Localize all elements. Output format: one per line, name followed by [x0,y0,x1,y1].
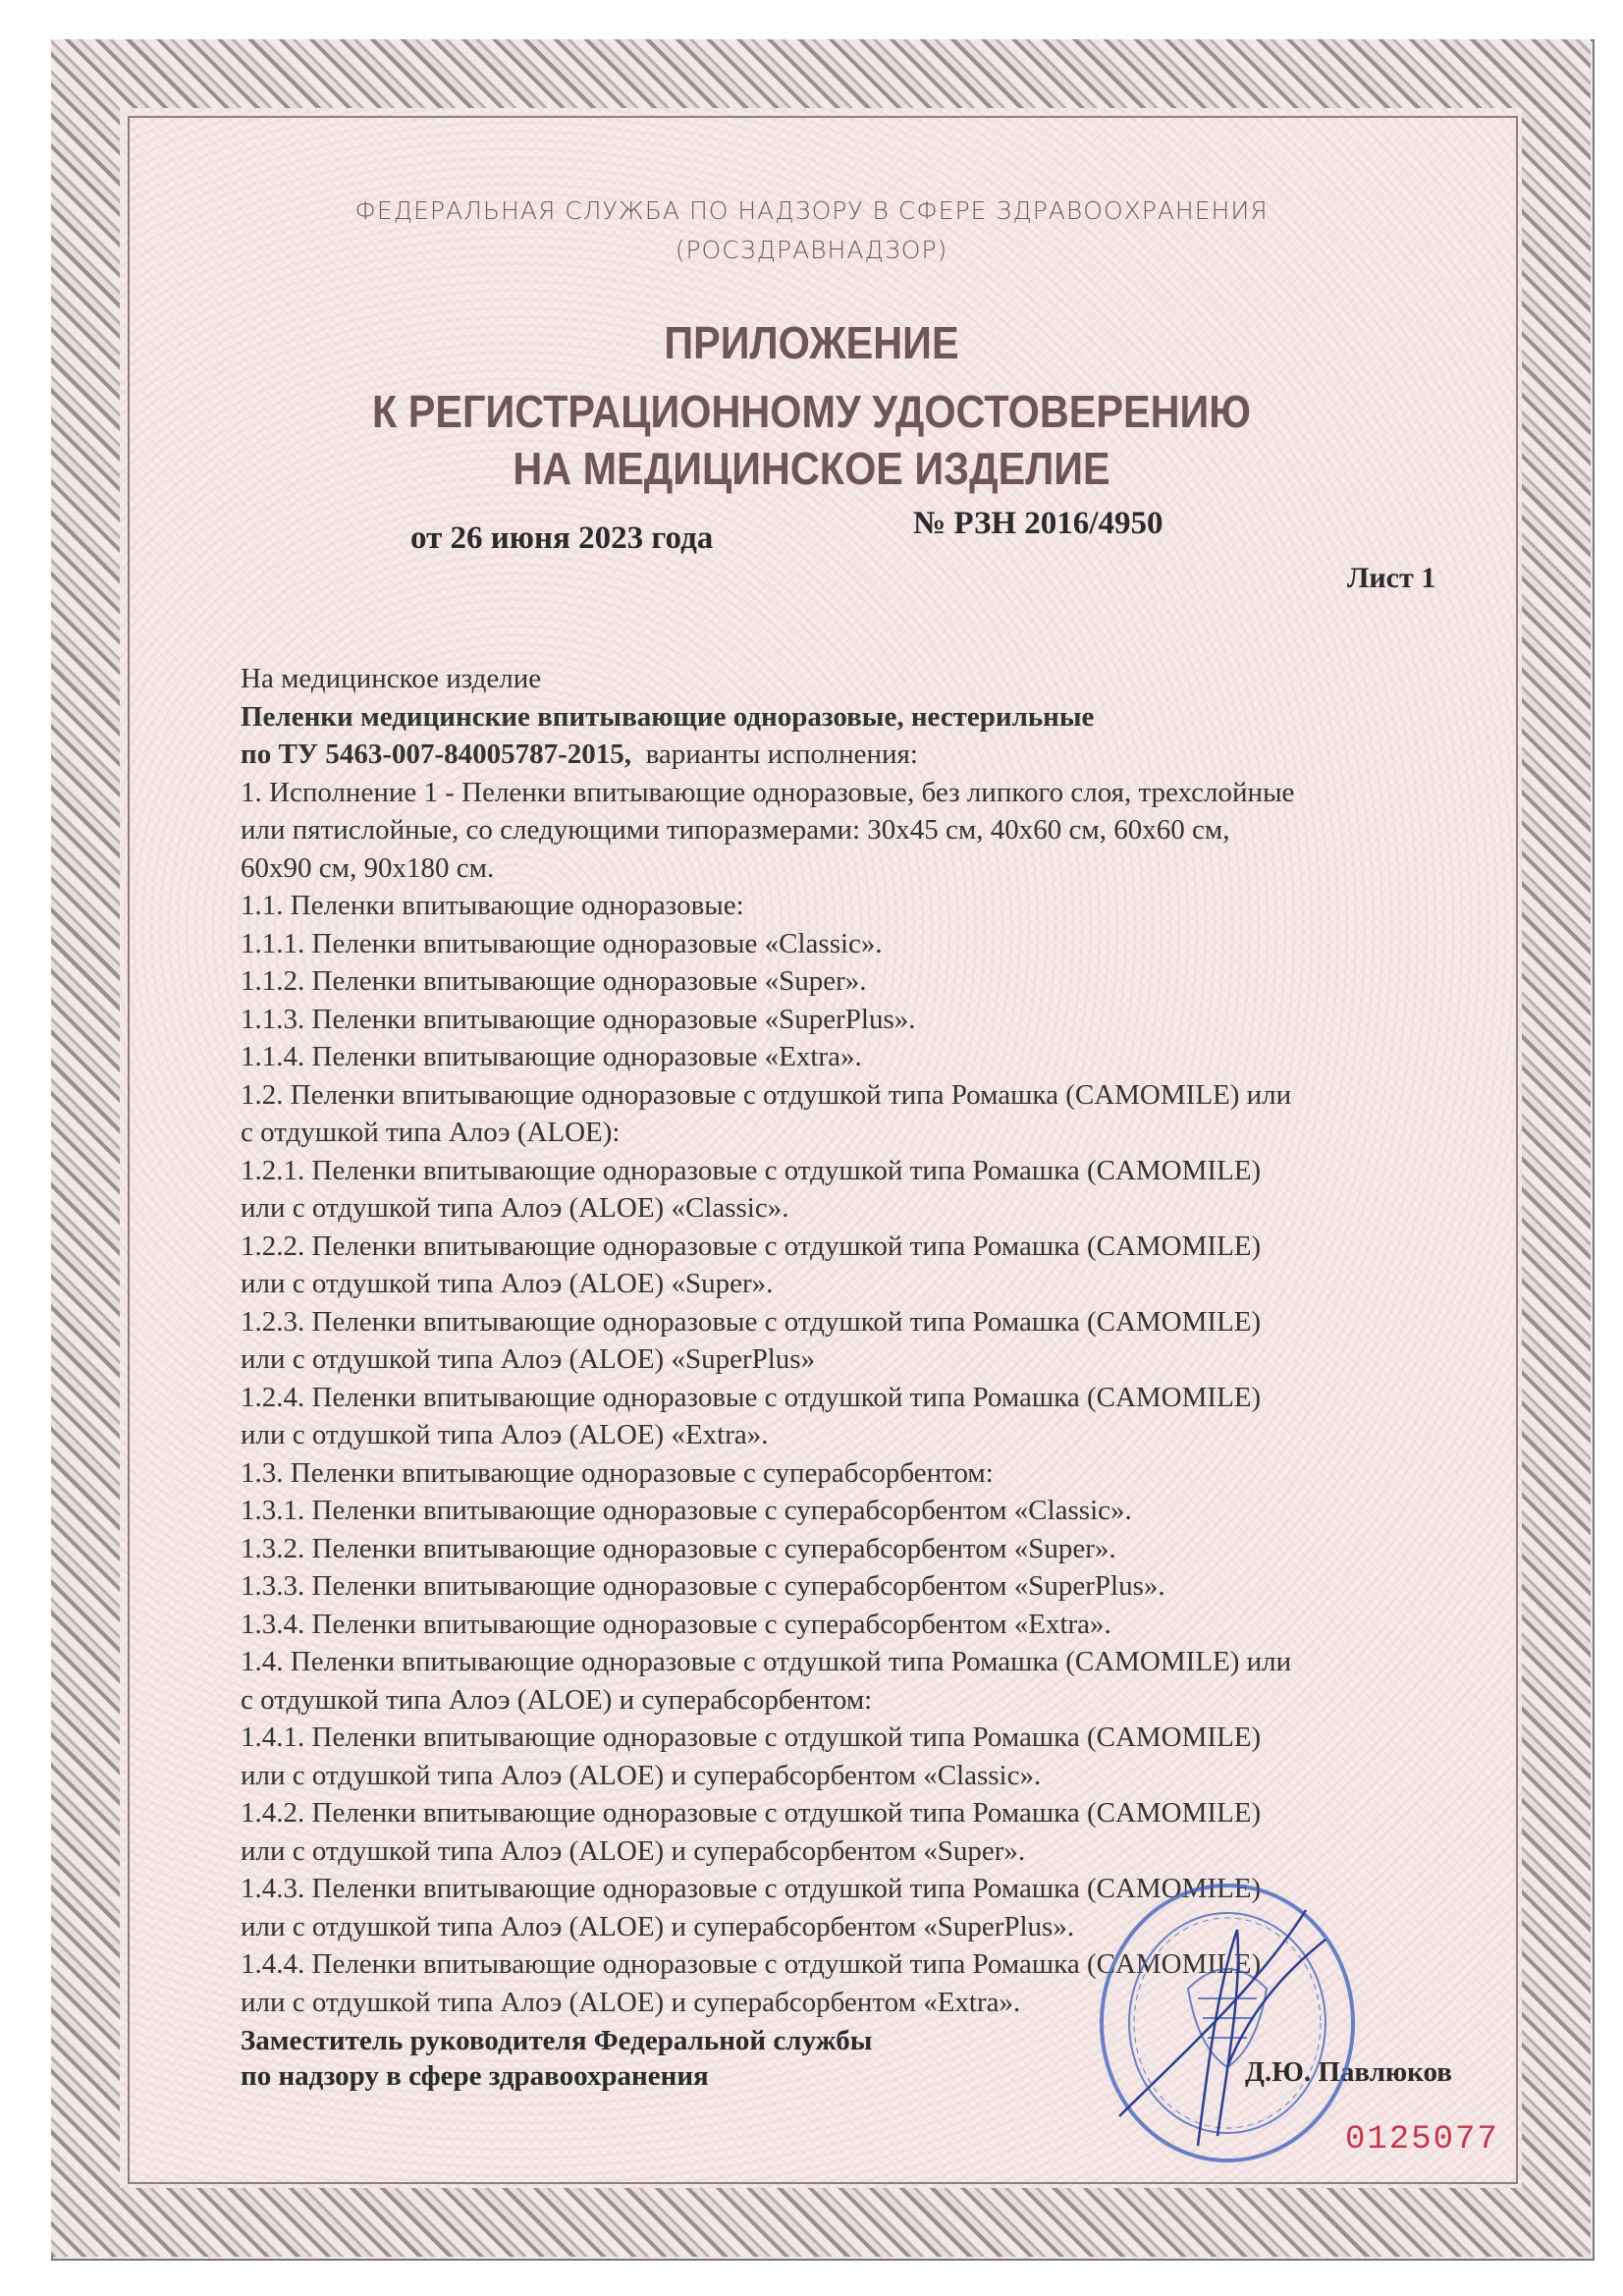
body-line [241,1492,1294,1530]
body-line [241,774,1294,812]
body-line-text: варианты исполнения: [631,738,918,770]
body-line-text: 1.1. Пеленки впитывающие одноразовые: [241,890,744,921]
signatory-position-line-1: Заместитель руководителя Федеральной службы [241,2025,873,2056]
registration-number: № РЗН 2016/4950 [913,506,1163,541]
body-line [241,1076,1294,1115]
signature-icon [1119,1910,1325,2146]
body-line [241,698,1294,737]
body-line-text: 1.2.3. Пеленки впитывающие одноразовые с отдушкой типа Ромашка (CAMOMILE) [241,1305,1262,1338]
body-line-text: 1.1.1. Пеленки впитывающие одноразовые «Classic». [241,927,883,959]
body-line-bold-text: по ТУ 5463-007-84005787-2015, [241,738,632,770]
body-line-text: или с отдушкой типа Алоэ (ALOE) и суперабсорбентом «SuperPlus». [241,1910,1075,1942]
agency-short-name: (РОСЗДРАВНАДЗОР) [675,236,948,264]
body-line-text: 1.1.3. Пеленки впитывающие одноразовые «SuperPlus». [241,1003,916,1035]
body-line-text: 1.3.4. Пеленки впитывающие одноразовые с суперабсорбентом «Extra». [241,1608,1111,1640]
body-line-text: 1.3.1. Пеленки впитывающие одноразовые с суперабсорбентом «Classic». [241,1495,1132,1526]
body-line [241,849,1294,888]
body-line-text: 1.3.3. Пеленки впитывающие одноразовые с суперабсорбентом «SuperPlus». [241,1570,1165,1602]
body-line-text: 1.4.2. Пеленки впитывающие одноразовые с отдушкой типа Ромашка (CAMOMILE) [241,1797,1262,1829]
body-line [241,1794,1294,1832]
body-line [241,962,1294,1001]
official-stamp-icon [1080,1871,1375,2165]
body-line-text: 1.4.3. Пеленки впитывающие одноразовые с отдушкой типа Ромашка (CAMOMILE) [241,1873,1262,1904]
body-line-text: или пятислойные, со следующими типоразмерами: 30х45 см, 40х60 см, 60х60 см, [241,814,1230,846]
body-line [241,1681,1294,1720]
body-line [241,1719,1294,1757]
body-line [241,811,1294,849]
body-line [241,1189,1294,1228]
body-line-text: 1.4.4. Пеленки впитывающие одноразовые с отдушкой типа Ромашка (CAMOMILE) [241,1948,1262,1980]
body-line-text: 1.1.2. Пеленки впитывающие одноразовые «Super». [241,965,867,997]
body-line [241,1114,1294,1152]
body-line-bold-text: Пеленки медицинские впитывающие одноразовые, нестерильные [241,700,1095,733]
body-line [241,1265,1294,1303]
document-title-line-1: ПРИЛОЖЕНИЕ [664,317,959,368]
body-line [241,1152,1294,1190]
body-line [241,736,1294,774]
document-body [241,660,1294,2021]
body-line [241,1379,1294,1417]
body-line [241,1340,1294,1379]
body-line-text: 1. Исполнение 1 - Пеленки впитывающие одноразовые, без липкого слоя, трехслойные [241,776,1295,808]
body-line-text: с отдушкой типа Алоэ (ALOE) и суперабсорбентом: [241,1683,873,1716]
issue-date: от 26 июня 2023 года [410,520,714,556]
body-line-text: На медицинское изделие [241,663,542,694]
body-line-text: 1.3. Пеленки впитывающие одноразовые с суперабсорбентом: [241,1456,994,1489]
body-line [241,1038,1294,1076]
body-line-text: или с отдушкой типа Алоэ (ALOE) и суперабсорбентом «Classic». [241,1759,1042,1791]
body-line-text: 1.4. Пеленки впитывающие одноразовые с отдушкой типа Ромашка (CAMOMILE) или [241,1646,1292,1677]
body-line [241,887,1294,925]
body-line [241,660,1294,698]
body-line-text: или с отдушкой типа Алоэ (ALOE) и суперабсорбентом «Super». [241,1834,1026,1867]
body-line [241,1643,1294,1681]
body-line [241,1001,1294,1039]
body-line [241,1832,1294,1871]
body-line [241,1454,1294,1493]
body-line-text: 1.1.4. Пеленки впитывающие одноразовые «Extra». [241,1041,862,1072]
body-line-text: 1.3.2. Пеленки впитывающие одноразовые с суперабсорбентом «Super». [241,1532,1116,1564]
body-line [241,1416,1294,1454]
body-line [241,1567,1294,1606]
body-line [241,1228,1294,1266]
body-line-text: 1.4.1. Пеленки впитывающие одноразовые с отдушкой типа Ромашка (CAMOMILE) [241,1722,1262,1753]
body-line-text: 60х90 см, 90х180 см. [241,851,495,884]
body-line [241,1303,1294,1341]
body-line-text: или с отдушкой типа Алоэ (ALOE) и суперабсорбентом «Extra». [241,1986,1021,2018]
body-line-text: или с отдушкой типа Алоэ (ALOE) «Super». [241,1268,774,1299]
document-title-line-3: НА МЕДИЦИНСКОЕ ИЗДЕЛИЕ [513,443,1110,494]
body-line-text: 1.2.4. Пеленки впитывающие одноразовые с отдушкой типа Ромашка (CAMOMILE) [241,1381,1262,1413]
body-line-text: или с отдушкой типа Алоэ (ALOE) «Extra». [241,1419,769,1450]
signatory-position-line-2: по надзору в сфере здравоохранения [241,2060,709,2092]
sheet-number: Лист 1 [1347,562,1436,594]
body-line-text: 1.2.2. Пеленки впитывающие одноразовые с отдушкой типа Ромашка (CAMOMILE) [241,1230,1262,1262]
body-line-text: 1.2. Пеленки впитывающие одноразовые с отдушкой типа Ромашка (CAMOMILE) или [241,1078,1292,1111]
agency-name: ФЕДЕРАЛЬНАЯ СЛУЖБА ПО НАДЗОРУ В СФЕРЕ ЗДРАВООХРАНЕНИЯ [354,196,1269,225]
body-line-text: или с отдушкой типа Алоэ (ALOE) «SuperPlus» [241,1343,816,1375]
serial-number: 0125077 [1345,2121,1499,2159]
body-line [241,1530,1294,1568]
signatory-name: Д.Ю. Павлюков [1245,2056,1452,2088]
body-line-text: 1.2.1. Пеленки впитывающие одноразовые с отдушкой типа Ромашка (CAMOMILE) [241,1154,1262,1186]
body-line-text: или с отдушкой типа Алоэ (ALOE) «Classic». [241,1192,789,1224]
body-line-text: с отдушкой типа Алоэ (ALOE): [241,1117,621,1148]
body-line [241,925,1294,963]
body-line [241,1757,1294,1795]
body-line [241,1606,1294,1644]
document-title-line-2: К РЕГИСТРАЦИОННОМУ УДОСТОВЕРЕНИЮ [372,386,1251,437]
